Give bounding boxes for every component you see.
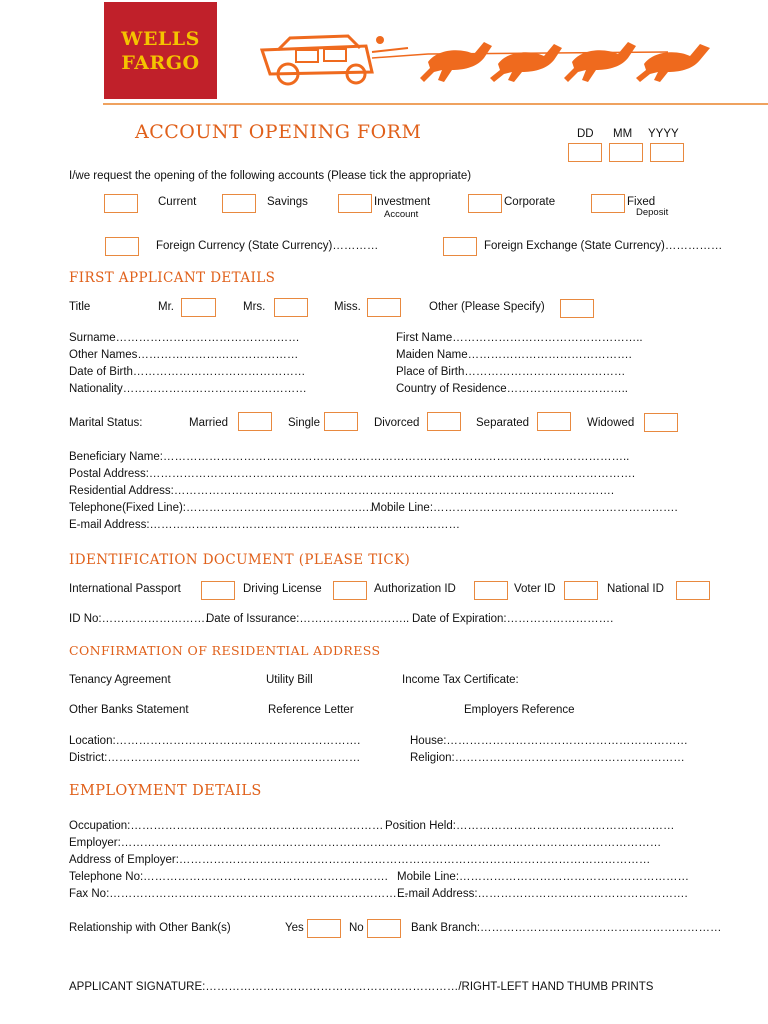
mr-label: Mr.	[158, 301, 174, 313]
other-title-label: Other (Please Specify)	[429, 301, 545, 313]
mrs-label: Mrs.	[243, 301, 266, 313]
other-title-checkbox[interactable]	[560, 299, 594, 318]
current-label: Current	[158, 196, 197, 208]
title-label: Title	[69, 301, 91, 313]
dob-field[interactable]: Date of Birth………………………………………	[69, 366, 306, 378]
date-label-mm: MM	[613, 128, 633, 140]
foreign-exchange-label: Foreign Exchange (State Currency)……………	[484, 240, 723, 252]
separated-checkbox[interactable]	[537, 412, 571, 431]
postal-address-field[interactable]: Postal Address:……………………………………………………………………………………………………………….	[69, 468, 636, 480]
first-applicant-heading: FIRST APPLICANT DETAILS	[69, 270, 276, 286]
foreign-currency-checkbox[interactable]	[105, 237, 139, 256]
email-field[interactable]: E-mail Address:………………………………………………………………………	[69, 519, 461, 531]
separated-label: Separated	[476, 417, 530, 429]
district-field[interactable]: District:…………………………………………………………	[69, 752, 361, 764]
other-names-field[interactable]: Other Names……………………………………	[69, 349, 299, 361]
wells-fargo-logo	[104, 2, 217, 99]
driving-license-label: Driving License	[243, 583, 322, 595]
religion-field[interactable]: Religion:……………………………………………………	[410, 752, 685, 764]
national-id-checkbox[interactable]	[676, 581, 710, 600]
foreign-exchange-checkbox[interactable]	[443, 237, 477, 256]
divorced-checkbox[interactable]	[427, 412, 461, 431]
investment-sublabel: Account	[384, 209, 419, 220]
tenancy-label: Tenancy Agreement	[69, 674, 171, 686]
income-tax-label: Income Tax Certificate:	[402, 674, 519, 686]
header-divider	[103, 103, 768, 105]
mrs-checkbox[interactable]	[274, 298, 308, 317]
national-id-label: National ID	[607, 583, 664, 595]
foreign-currency-label: Foreign Currency (State Currency)…………	[156, 240, 379, 252]
maiden-name-field[interactable]: Maiden Name…………………………………….	[396, 349, 632, 361]
surname-field[interactable]: Surname…………………………………………	[69, 332, 300, 344]
logo-line2: FARGO	[121, 52, 200, 74]
stagecoach-horses-icon	[248, 28, 728, 86]
date-mm-box[interactable]	[609, 143, 643, 162]
corporate-checkbox[interactable]	[468, 194, 502, 213]
fixed-label: Fixed	[627, 196, 656, 208]
investment-checkbox[interactable]	[338, 194, 372, 213]
widowed-label: Widowed	[587, 417, 635, 429]
fax-field[interactable]: Fax No:……………………………………………………………………	[69, 888, 409, 900]
identification-heading: IDENTIFICATION DOCUMENT (PLEASE TICK)	[69, 552, 411, 568]
fixed-sublabel: Deposit	[636, 207, 669, 218]
position-field[interactable]: Position Held:…………………………………………………	[385, 820, 675, 832]
residential-address-field[interactable]: Residential Address:…………………………………………………………………………………………………….	[69, 485, 615, 497]
date-yyyy-box[interactable]	[650, 143, 684, 162]
house-field[interactable]: House:………………………………………………………	[410, 735, 688, 747]
first-name-field[interactable]: First Name…………………………………………..	[396, 332, 643, 344]
widowed-checkbox[interactable]	[644, 413, 678, 432]
date-label-yyyy: YYYY	[648, 128, 679, 140]
residential-heading: CONFIRMATION OF RESIDENTIAL ADDRESS	[69, 643, 381, 658]
occupation-field[interactable]: Occupation:…………………………………………………………	[69, 820, 384, 832]
nationality-field[interactable]: Nationality…………………………………………	[69, 383, 307, 395]
no-checkbox[interactable]	[367, 919, 401, 938]
divorced-label: Divorced	[374, 417, 420, 429]
miss-label: Miss.	[334, 301, 361, 313]
miss-checkbox[interactable]	[367, 298, 401, 317]
employer-address-field[interactable]: Address of Employer:……………………………………………………………………………………………………………	[69, 854, 651, 866]
employer-mobile-field[interactable]: Mobile Line:……………………………………………………	[397, 871, 690, 883]
passport-label: International Passport	[69, 583, 181, 595]
telephone-field[interactable]: Telephone(Fixed Line):……………………………………….…	[69, 502, 374, 514]
beneficiary-field[interactable]: Beneficiary Name:…………………………………………………………………………………………………………..	[69, 451, 630, 463]
authorization-id-checkbox[interactable]	[474, 581, 508, 600]
bank-branch-field[interactable]: Bank Branch:………………………………………………………	[411, 922, 722, 934]
married-label: Married	[189, 417, 228, 429]
voter-id-label: Voter ID	[514, 583, 556, 595]
authorization-id-label: Authorization ID	[374, 583, 456, 595]
date-label-dd: DD	[577, 128, 594, 140]
passport-checkbox[interactable]	[201, 581, 235, 600]
id-number-field[interactable]: ID No:……………………….	[69, 613, 209, 625]
other-banks-label: Other Banks Statement	[69, 704, 189, 716]
employers-reference-label: Employers Reference	[464, 704, 575, 716]
investment-label: Investment	[374, 196, 431, 208]
driving-license-checkbox[interactable]	[333, 581, 367, 600]
voter-id-checkbox[interactable]	[564, 581, 598, 600]
mr-checkbox[interactable]	[181, 298, 216, 317]
corporate-label: Corporate	[504, 196, 556, 208]
fixed-deposit-checkbox[interactable]	[591, 194, 625, 213]
form-title: ACCOUNT OPENING FORM	[135, 121, 422, 143]
yes-checkbox[interactable]	[307, 919, 341, 938]
married-checkbox[interactable]	[238, 412, 272, 431]
place-of-birth-field[interactable]: Place of Birth……………………………………	[396, 366, 626, 378]
intro-text: I/we request the opening of the following accounts (Please tick the appropriate)	[69, 170, 472, 182]
employer-email-field[interactable]: E-mail Address:……………………………………………….	[397, 888, 688, 900]
utility-bill-label: Utility Bill	[266, 674, 313, 686]
yes-label: Yes	[285, 922, 304, 934]
date-dd-box[interactable]	[568, 143, 602, 162]
single-checkbox[interactable]	[324, 412, 358, 431]
employment-heading: EMPLOYMENT DETAILS	[69, 783, 262, 799]
employer-field[interactable]: Employer:……………………………………………………………………………………………………………………………	[69, 837, 662, 849]
logo-line1: WELLS	[121, 28, 200, 50]
mobile-field[interactable]: Mobile Line:……………………………………………………….	[371, 502, 678, 514]
location-field[interactable]: Location:……………………………………………………….	[69, 735, 361, 747]
country-residence-field[interactable]: Country of Residence…………………………..	[396, 383, 628, 395]
issuance-date-field[interactable]: Date of Issurance:………………………..	[206, 613, 410, 625]
savings-label: Savings	[267, 196, 308, 208]
single-label: Single	[288, 417, 320, 429]
current-checkbox[interactable]	[104, 194, 138, 213]
savings-checkbox[interactable]	[222, 194, 256, 213]
employer-telephone-field[interactable]: Telephone No:……………………………………………………….	[69, 871, 388, 883]
marital-status-label: Marital Status:	[69, 417, 143, 429]
relationship-label: Relationship with Other Bank(s)	[69, 922, 231, 934]
reference-letter-label: Reference Letter	[268, 704, 354, 716]
expiration-date-field[interactable]: Date of Expiration:……………………….	[412, 613, 614, 625]
no-label: No	[349, 922, 364, 934]
signature-field[interactable]: APPLICANT SIGNATURE:…………………………………………………………/RIGHT-LEFT HAND THUMB PRINTS	[69, 981, 654, 993]
